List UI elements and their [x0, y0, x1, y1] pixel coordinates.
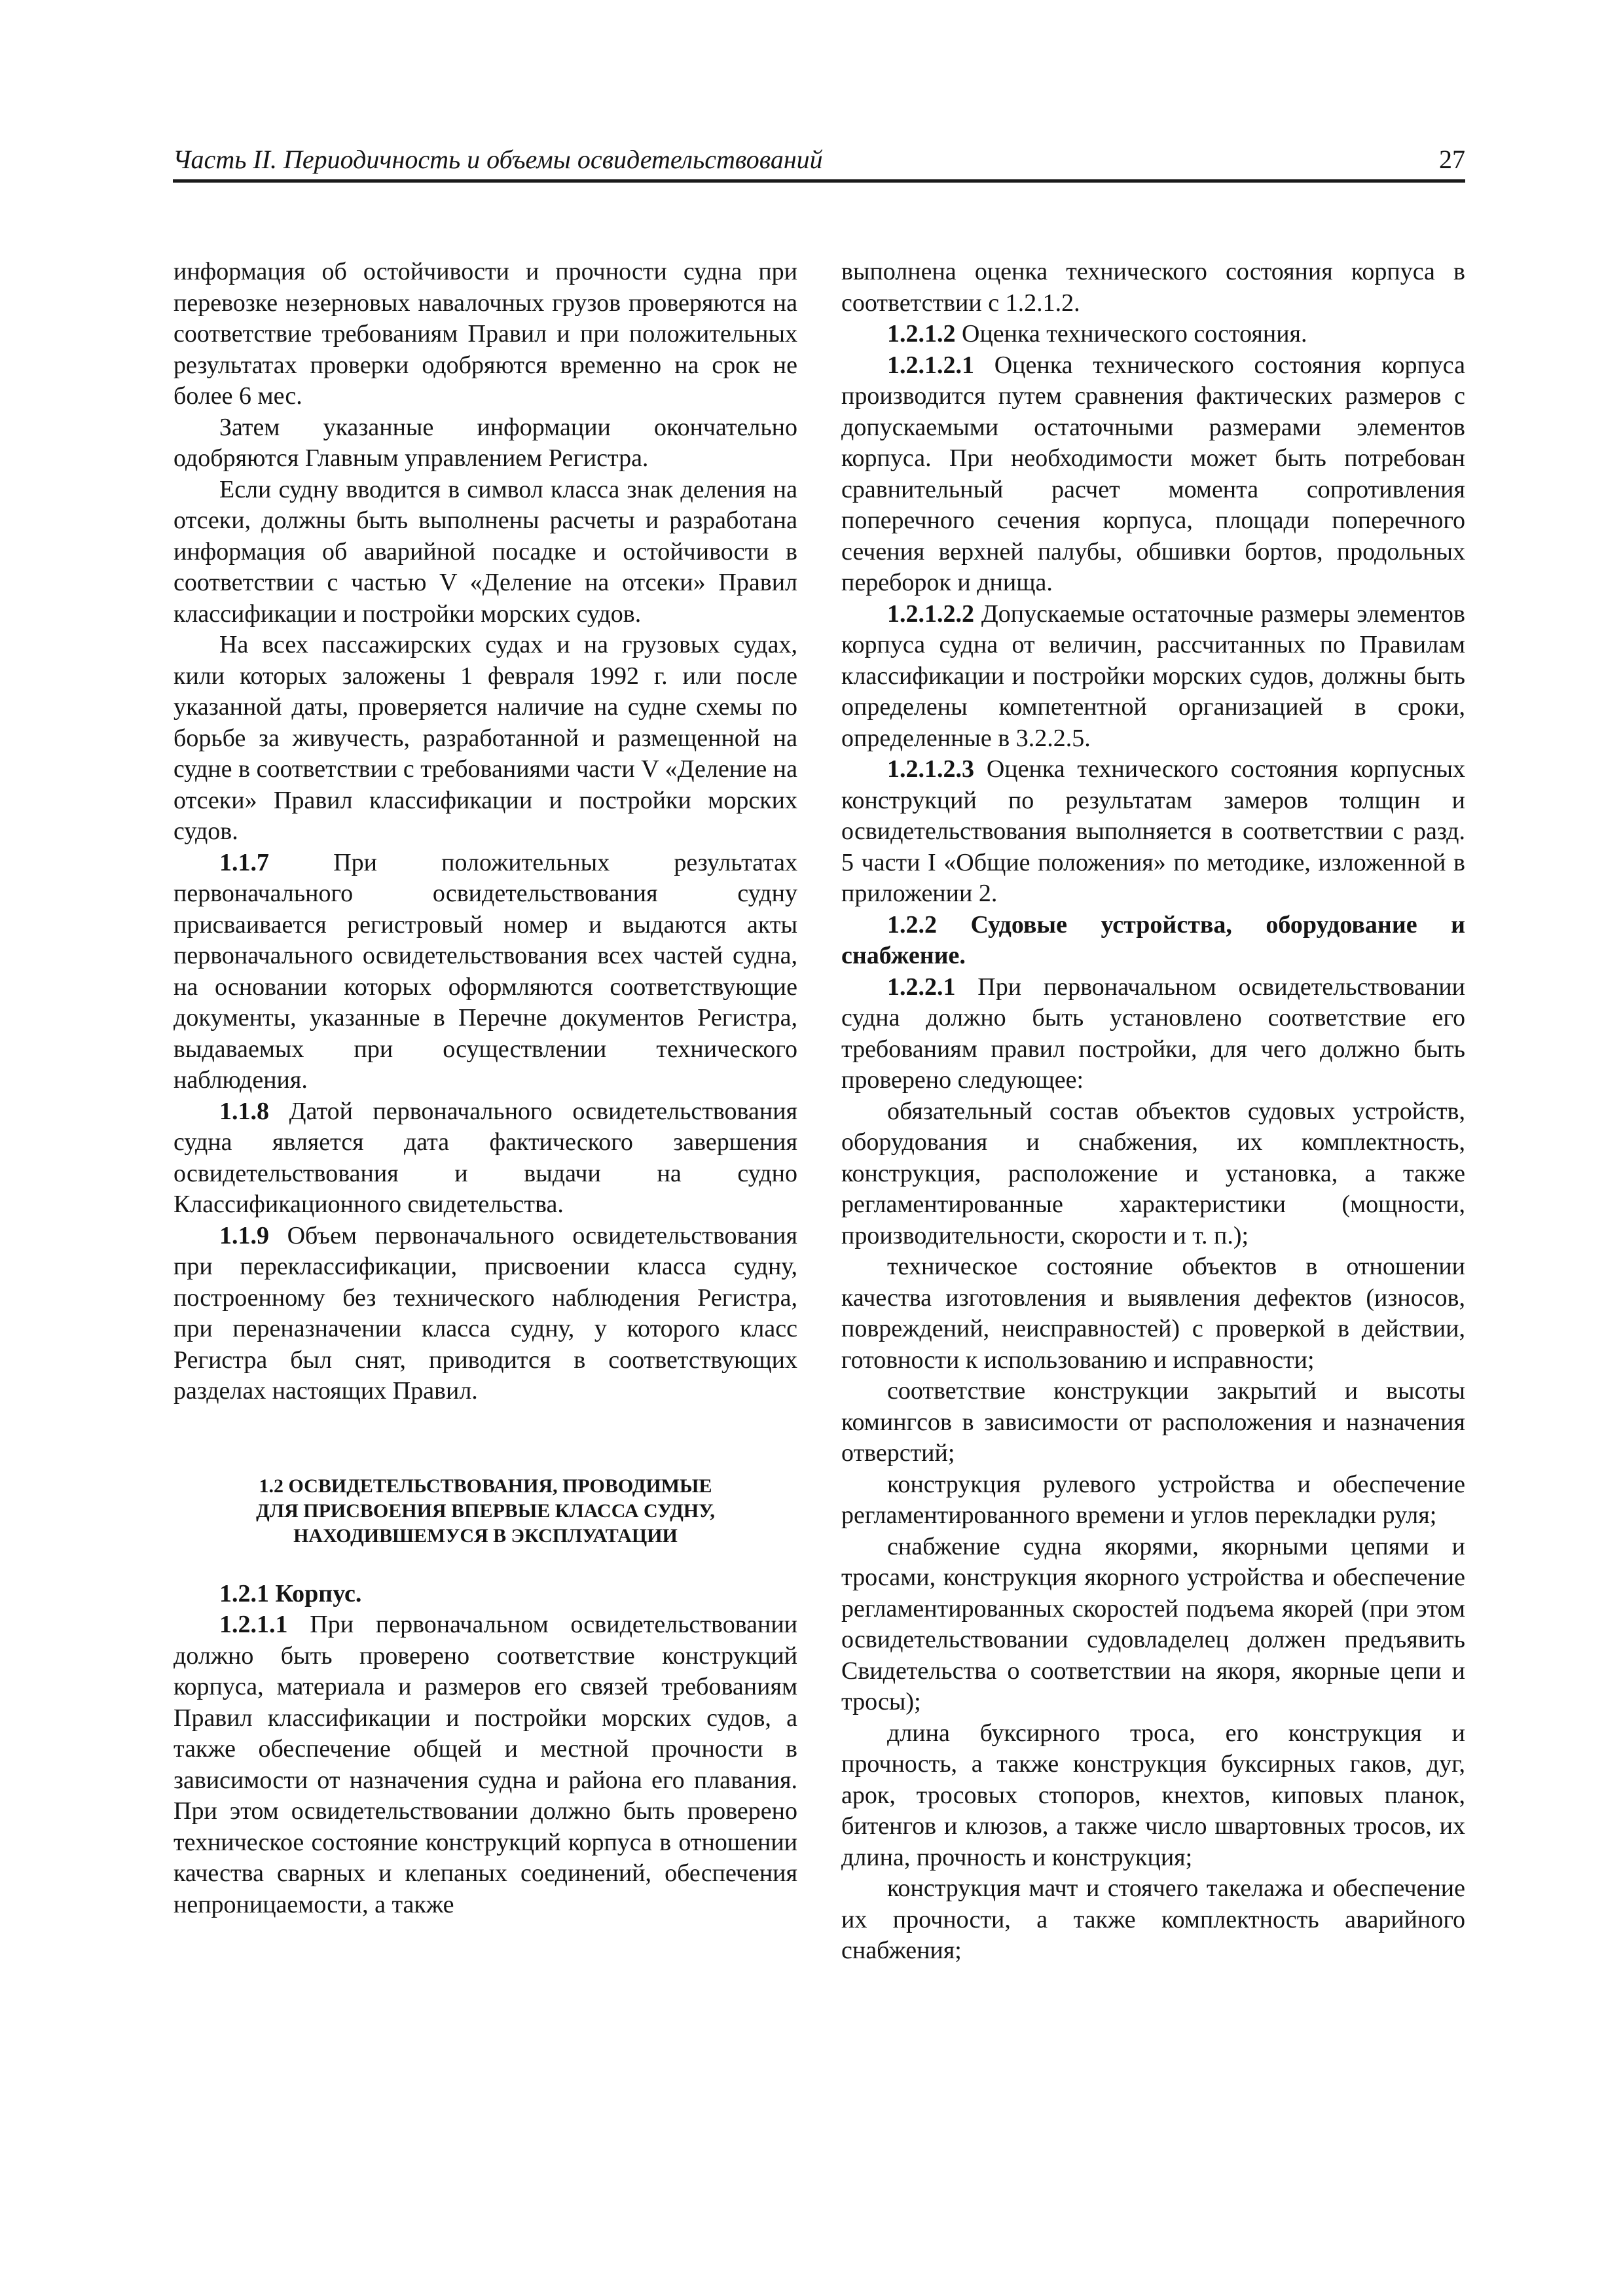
clause-number: 1.1.8 — [219, 1097, 269, 1125]
paragraph: выполнена оценка технического состояния корпуса в соответствии с 1.2.1.2. — [841, 258, 1465, 317]
subsection-heading: 1.2.1 Корпус. — [219, 1579, 362, 1607]
clause-number: 1.2.1.2.1 — [887, 351, 974, 379]
section-heading-line: НАХОДИВШЕМУСЯ В ЭКСПЛУАТАЦИИ — [293, 1524, 678, 1547]
list-paragraph: соответствие конструкции закрытий и высоты комингсов в зависимости от расположения и назначения отверстий; — [841, 1377, 1465, 1467]
paragraph: На всех пассажирских судах и на грузовых судах, кили которых заложены 1 февраля 1992 г. или после указанной даты, проверяется наличие на судне схемы по борьбе за живучесть, разработанной и размещенной на судне в соответствии с требованиями части V «Деление на отсеки» Правил классификации и постройки морских судов. — [173, 631, 797, 845]
section-heading — [173, 1474, 797, 1549]
numbered-paragraph — [841, 350, 1465, 599]
clause-text: Оценка технического состояния корпусных конструкций по результатам замеров толщин и освидетельствования выполняется в соответствии с разд. 5 части I «Общие положения» по методике, изложенной в приложении 2. — [841, 755, 1465, 907]
paragraph: Если судну вводится в символ класса знак деления на отсеки, должны быть выполнены расчеты и разработана информация об аварийной посадке и остойчивости в соответствии с частью V «Деление на отсеки» Правил классификации и постройки морских судов. — [173, 475, 797, 628]
clause-number: 1.2.1.2.2 — [887, 600, 974, 628]
paragraph: информация об остойчивости и прочности судна при перевозке незерновых навалочных грузов проверяются на соответствие требованиям Правил и при положительных результатах проверки одобряются временно на срок не более 6 мес. — [173, 258, 797, 410]
section-heading-line: 1.2 ОСВИДЕТЕЛЬСТВОВАНИЯ, ПРОВОДИМЫЕ — [259, 1475, 712, 1497]
list-paragraph: конструкция рулевого устройства и обеспечение регламентированного времени и углов перекладки руля; — [841, 1470, 1465, 1529]
clause-number: 1.1.7 — [219, 848, 269, 876]
clause-number: 1.2.1.2 — [887, 320, 956, 348]
running-header — [173, 140, 1465, 183]
numbered-paragraph — [173, 1609, 797, 1920]
numbered-paragraph — [841, 319, 1465, 350]
numbered-paragraph — [841, 972, 1465, 1096]
clause-text: При положительных результатах первоначального освидетельствования судну присваивается регистровый номер и выдаются акты первоначального освидетельствования всех частей судна, на основании которых оформляются соответствующие документы, указанные в Перечне документов Регистра, выдаваемых при осуществлении технического наблюдения. — [173, 848, 798, 1094]
right-column — [841, 257, 1465, 1967]
subsection-heading: 1.2.2 Судовые устройства, оборудование и снабжение. — [841, 910, 1465, 969]
clause-number: 1.2.2.1 — [887, 973, 956, 1001]
clause-text: Допускаемые остаточные размеры элементов корпуса судна от величин, рассчитанных по Правилам классификации и постройки морских судов, должны быть определены компетентной организацией в сроки, определенные в 3.2.2.5. — [841, 600, 1466, 752]
numbered-paragraph — [173, 848, 797, 1096]
clause-number: 1.2.1.2.3 — [887, 755, 974, 783]
clause-text: Оценка технического состояния корпуса производится путем сравнения фактических размеров с допускаемыми остаточными размерами элементов корпуса. При необходимости может быть потребован сравнительный расчет момента сопротивления поперечного сечения корпуса, площади поперечного сечения верхней палубы, обшивки бортов, продольных переборок и днища. — [841, 351, 1466, 596]
list-paragraph: длина буксирного троса, его конструкция и прочность, а также конструкция буксирных гаков, дуг, арок, тросовых стопоров, кнехтов, киповых планок, битенгов и клюзов, а также число швартовных тросов, их длина, прочность и конструкция; — [841, 1719, 1465, 1871]
numbered-paragraph — [173, 1096, 797, 1221]
clause-text: При первоначальном освидетельствовании должно быть проверено соответствие конструкций корпуса, материала и размеров его связей требованиям Правил классификации и постройки морских судов, а также обеспечение общей и местной прочности в зависимости от назначения судна и района его плавания. При этом освидетельствовании должно быть проверено техническое состояние конструкций корпуса в отношении качества сварных и клепаных соединений, обеспечения непроницаемости, а также — [173, 1611, 798, 1918]
clause-text: При первоначальном освидетельствовании судна должно быть установлено соответствие его требованиям правил постройки, для чего должно быть проверено следующее: — [841, 973, 1466, 1094]
list-paragraph: техническое состояние объектов в отношении качества изготовления и выявления дефектов (износов, повреждений, неисправностей) с проверкой в действии, готовности к использованию и исправности; — [841, 1253, 1465, 1374]
clause-text: Датой первоначального освидетельствования судна является дата фактического завершения освидетельствования и выдачи на судно Классификационного свидетельства. — [173, 1097, 798, 1218]
numbered-paragraph — [841, 599, 1465, 755]
numbered-paragraph — [173, 1221, 797, 1407]
page-number: 27 — [1439, 145, 1465, 174]
numbered-paragraph — [841, 754, 1465, 910]
list-paragraph: обязательный состав объектов судовых устройств, оборудования и снабжения, их комплектность, конструкция, расположение и установка, а также регламентированные характеристики (мощности, производительности, скорости и т. п.); — [841, 1097, 1465, 1249]
clause-text: Оценка технического состояния. — [962, 320, 1307, 348]
clause-text: Объем первоначального освидетельствования при переклассификации, присвоении класса судну, построенному без технического наблюдения Регистра, при переназначении класса судну, у которого класс Регистра был снят, приводится в соответствующих разделах настоящих Правил. — [173, 1221, 797, 1405]
clause-number: 1.1.9 — [219, 1221, 269, 1249]
left-column — [173, 257, 797, 1920]
section-heading-line: ДЛЯ ПРИСВОЕНИЯ ВПЕРВЫЕ КЛАССА СУДНУ, — [256, 1499, 715, 1522]
clause-number: 1.2.1.1 — [219, 1611, 288, 1638]
list-paragraph: конструкция мачт и стоячего такелажа и обеспечение их прочности, а также комплектность аварийного снабжения; — [841, 1874, 1465, 1964]
paragraph: Затем указанные информации окончательно одобряются Главным управлением Регистра. — [173, 413, 797, 472]
list-paragraph: снабжение судна якорями, якорными цепями и тросами, конструкция якорного устройства и обеспечение регламентированных скоростей подъема якорей (при этом освидетельствовании судовладелец должен предъявить Свидетельства о соответствии на якоря, якорные цепи и тросы); — [841, 1532, 1465, 1715]
header-title: Часть II. Периодичность и объемы освидетельствований — [173, 145, 823, 174]
